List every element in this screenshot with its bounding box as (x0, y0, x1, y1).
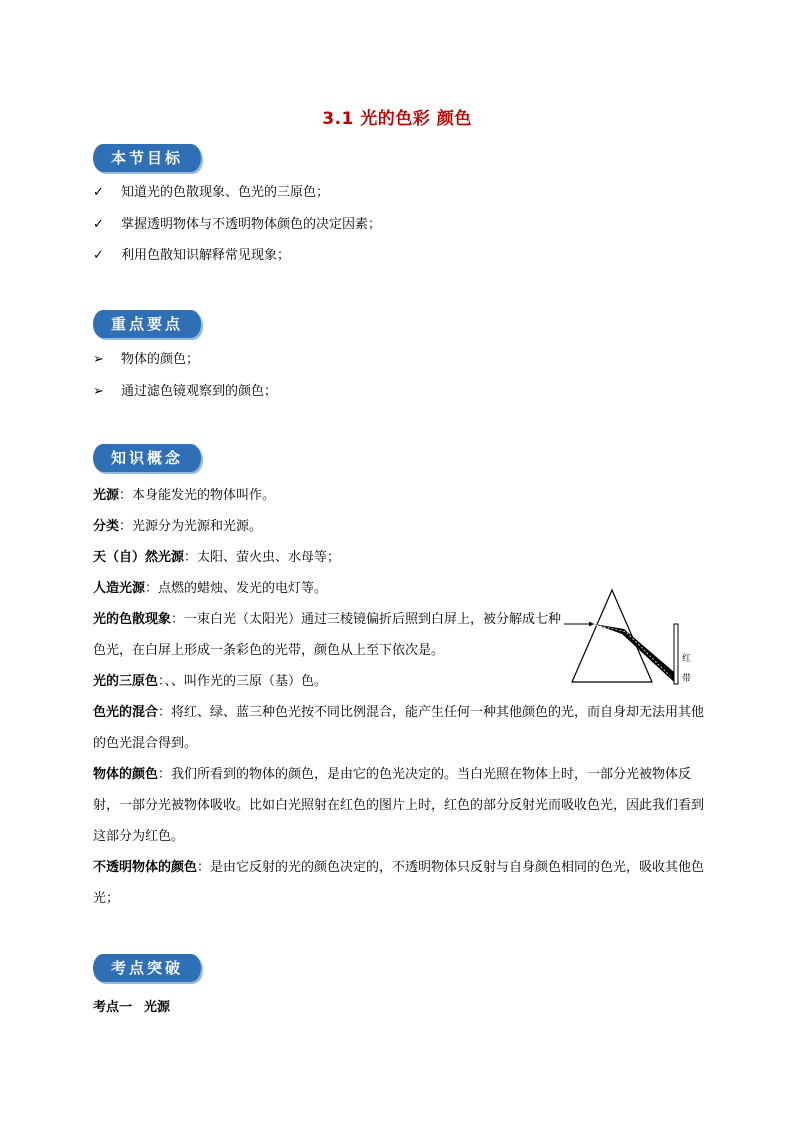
exam-point-label: 考点一 (93, 1000, 133, 1015)
concept-classification (93, 511, 705, 542)
concept-light-source (93, 480, 705, 511)
concept-text: ：太阳、萤火虫、水母等； (184, 550, 341, 565)
exam-point-heading (93, 996, 182, 1015)
section-badge-breakthrough: 考点突破 (93, 954, 201, 982)
concept-term: 光的三原色 (93, 674, 159, 689)
objective-item (93, 183, 329, 203)
arrow-bullet-icon: ➢ (93, 384, 104, 399)
check-icon: ✓ (93, 217, 104, 232)
concept-term: 光的色散现象 (93, 612, 172, 627)
concept-text: ：是由它反射的光的颜色决定的，不透明物体只反射与自身颜色相同的色光，吸收其他色光； (93, 860, 705, 906)
objective-text: 知道光的色散现象、色光的三原色； (121, 185, 330, 200)
concept-text: ：将红、绿、蓝三种色光按不同比例混合，能产生任何一种其他颜色的光，而自身却无法用其他的色光混合得到。 (93, 705, 705, 751)
concept-text: ：一束白光（太阳光）通过三棱镜偏折后照到白屏上，被分解成七种色光，在白屏上形成一条彩色的光带，颜色从上至下依次是。 (93, 612, 562, 658)
exam-point-topic: 光源 (144, 1000, 171, 1015)
page-title: 3.1 光的色彩 颜色 (322, 109, 472, 129)
concept-text: ：我们所看到的物体的颜色，是由它的色光决定的。当白光照在物体上时，一部分光被物体反射，一部分光被物体吸收。比如白光照射在红色的图片上时，红色的部分反射光而吸收色光，因此我们看到这部分为红色。 (93, 767, 705, 844)
concept-text: ：本身能发光的物体叫作。 (119, 488, 276, 503)
concept-term: 不透明物体的颜色 (93, 860, 198, 875)
concept-text: ：光源分为光源和光源。 (119, 519, 263, 534)
band-label-belt: 带 (682, 674, 692, 684)
section-badge-key-points: 重点要点 (93, 310, 201, 338)
section-badge-concepts: 知识概念 (93, 444, 201, 472)
concept-term: 光源 (93, 488, 120, 503)
concept-term: 人造光源 (93, 581, 146, 596)
band-line (596, 625, 670, 676)
concept-object-color (93, 759, 705, 852)
check-icon: ✓ (93, 185, 104, 200)
concept-term: 天（自）然光源 (93, 550, 185, 565)
objective-text: 利用色散知识解释常见现象； (121, 248, 291, 263)
concept-term: 分类 (93, 519, 120, 534)
key-point-item (93, 382, 277, 402)
concept-color-mixing (93, 697, 705, 759)
band-label-red: 红 (682, 654, 692, 664)
section-badge-objectives: 本节目标 (93, 144, 201, 172)
key-point-text: 物体的颜色； (121, 352, 200, 367)
key-point-text: 通过滤色镜观察到的颜色； (121, 384, 278, 399)
concept-text: ：点燃的蜡烛、发光的电灯等。 (145, 581, 328, 596)
concept-term: 色光的混合 (93, 705, 159, 720)
concept-text: ：、、叫作光的三原（基）色。 (158, 674, 328, 689)
white-screen (674, 624, 678, 684)
objective-item (93, 215, 381, 235)
dispersed-band (594, 624, 674, 682)
check-icon: ✓ (93, 248, 104, 263)
concept-natural-source (93, 542, 705, 573)
concept-term: 物体的颜色 (93, 767, 159, 782)
arrow-bullet-icon: ➢ (93, 352, 104, 367)
concept-dispersion (93, 604, 563, 666)
incident-arrow-icon (589, 622, 594, 627)
concept-opaque-color (93, 852, 705, 914)
prism-shape (572, 590, 652, 682)
prism-dispersion-figure (562, 584, 698, 688)
objective-item (93, 246, 290, 266)
key-point-item (93, 350, 199, 370)
objective-text: 掌握透明物体与不透明物体颜色的决定因素； (121, 217, 382, 232)
